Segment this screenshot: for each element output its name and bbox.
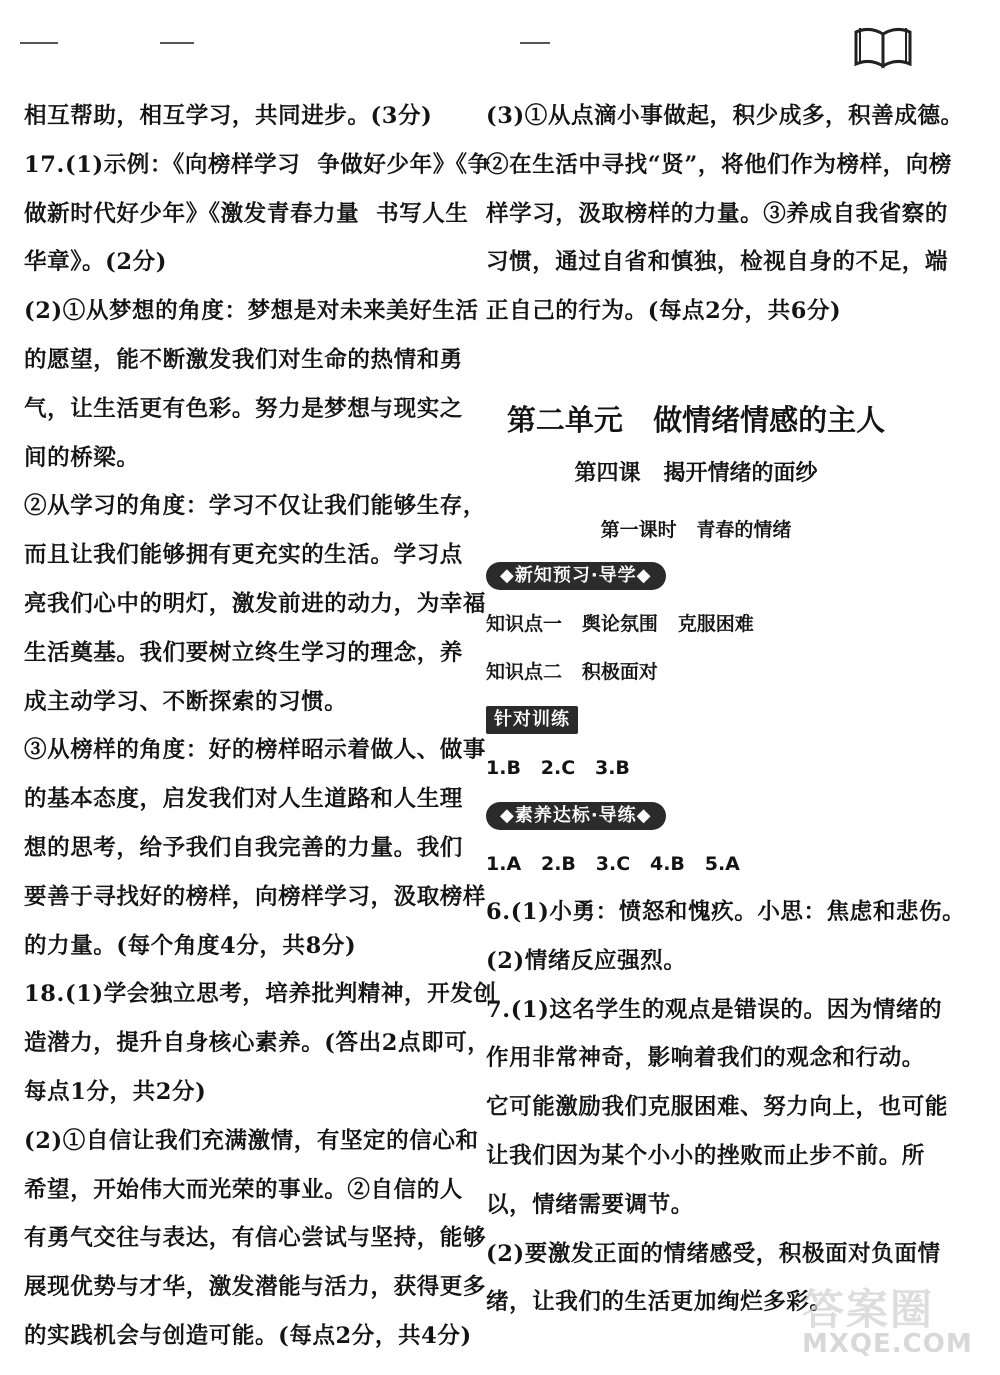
text-line: 间的桥梁。	[24, 444, 140, 471]
text-line: ②在生活中寻找“贤”，将他们作为榜样，向榜	[486, 151, 952, 178]
section-tag-practice: ◆素养达标·导练◆	[486, 802, 666, 830]
right-column	[486, 92, 966, 1327]
text-line: (2)①自信让我们充满激情，有坚定的信心和	[24, 1127, 479, 1154]
section-preview	[486, 552, 926, 600]
watermark	[802, 1277, 982, 1357]
text-line: 绪，让我们的生活更加绚烂多彩。	[486, 1289, 833, 1316]
text-line: 气，让生活更有色彩。努力是梦想与现实之	[24, 395, 463, 422]
text-line: 希望，开始伟大而光荣的事业。②自信的人	[24, 1176, 463, 1203]
text-line: 有勇气交往与表达，有信心尝试与坚持，能够	[24, 1225, 487, 1252]
text-line: 作用非常神奇，影响着我们的观念和行动。	[486, 1045, 925, 1072]
text-line: 要善于寻找好的榜样，向榜样学习，汲取榜样	[24, 883, 487, 910]
text-line: 7.(1)这名学生的观点是错误的。因为情绪的	[486, 996, 943, 1023]
section-tag-training: 针对训练	[486, 706, 578, 734]
text-line: (3)①从点滴小事做起，积少成多，积善成德。	[486, 103, 964, 129]
text-line: 做新时代好少年》《激发青春力量 书写人生	[24, 200, 469, 227]
text-line: 样学习，汲取榜样的力量。③养成自我省察的	[486, 200, 949, 227]
text-line: 成主动学习、不断探索的习惯。	[24, 688, 348, 715]
text-line: 让我们因为某个小小的挫败而止步不前。所	[486, 1142, 925, 1169]
text-line: 每点1分，共2分)	[24, 1078, 207, 1105]
training-answers: 1.B 2.C 3.B	[486, 756, 630, 779]
header-rule	[20, 42, 220, 48]
section-practice	[486, 792, 926, 840]
text-line: (2)要激发正面的情绪感受，积极面对负面情	[486, 1240, 941, 1267]
knowledge-point: 知识点一 舆论氛围 克服困难	[486, 612, 754, 635]
text-line: (2)情绪反应强烈。	[486, 947, 687, 974]
section-tag-preview: ◆新知预习·导学◆	[486, 562, 666, 590]
text-line: 习惯，通过自省和慎独，检视自身的不足，端	[486, 249, 949, 276]
knowledge-point: 知识点二 积极面对	[486, 660, 658, 683]
text-line: 的愿望，能不断激发我们对生命的热情和勇	[24, 346, 463, 373]
text-line: ③从榜样的角度：好的榜样昭示着做人、做事	[24, 737, 487, 764]
text-line: ②从学习的角度：学习不仅让我们能够生存，	[24, 493, 487, 520]
text-line: 展现优势与才华，激发潜能与活力，获得更多	[24, 1274, 487, 1301]
unit-title: 第二单元 做情绪情感的主人	[506, 402, 886, 437]
text-line: 相互帮助，相互学习，共同进步。(3分)	[24, 103, 433, 129]
text-line: 1.A 2.B 3.C 4.B 5.A	[486, 852, 740, 875]
section-training	[486, 696, 926, 744]
text-line: 18.(1)学会独立思考，培养批判精神，开发创	[24, 981, 497, 1008]
text-line: 的基本态度，启发我们对人生道路和人生理	[24, 786, 463, 813]
left-column	[24, 92, 497, 1361]
text-line: 它可能激励我们克服困难、努力向上，也可能	[486, 1094, 949, 1121]
text-line: 华章》。(2分)	[24, 249, 167, 276]
text-line: 亮我们心中的明灯，激发前进的动力，为幸福	[24, 590, 487, 617]
text-line: 造潜力，提升自身核心素养。(答出2点即可，	[24, 1030, 491, 1057]
text-line: 的实践机会与创造可能。(每点2分，共4分)	[24, 1322, 472, 1349]
period-title: 第一课时 青春的情绪	[600, 518, 792, 541]
lesson-title: 第四课 揭开情绪的面纱	[574, 460, 818, 486]
text-line: 而且让我们能够拥有更充实的生活。学习点	[24, 542, 463, 569]
text-line: (2)①从梦想的角度：梦想是对未来美好生活	[24, 298, 479, 325]
text-line: 的力量。(每个角度4分，共8分)	[24, 932, 357, 959]
watermark-url: MXQE.COM	[802, 1329, 973, 1359]
text-line: 6.(1)小勇：愤怒和愧疚。小思：焦虑和悲伤。	[486, 898, 966, 925]
watermark-logo: 答案圈	[802, 1285, 935, 1334]
text-line: 生活奠基。我们要树立终生学习的理念，养	[24, 639, 463, 666]
text-line: 以，情绪需要调节。	[486, 1191, 694, 1218]
text-line: 正自己的行为。(每点2分，共6分)	[486, 298, 842, 325]
text-line: 想的思考，给予我们自我完善的力量。我们	[24, 834, 463, 861]
text-line: 17.(1)示例：《向榜样学习 争做好少年》《争	[24, 151, 491, 178]
open-book-icon	[852, 22, 914, 70]
header-rule-right	[520, 42, 720, 48]
